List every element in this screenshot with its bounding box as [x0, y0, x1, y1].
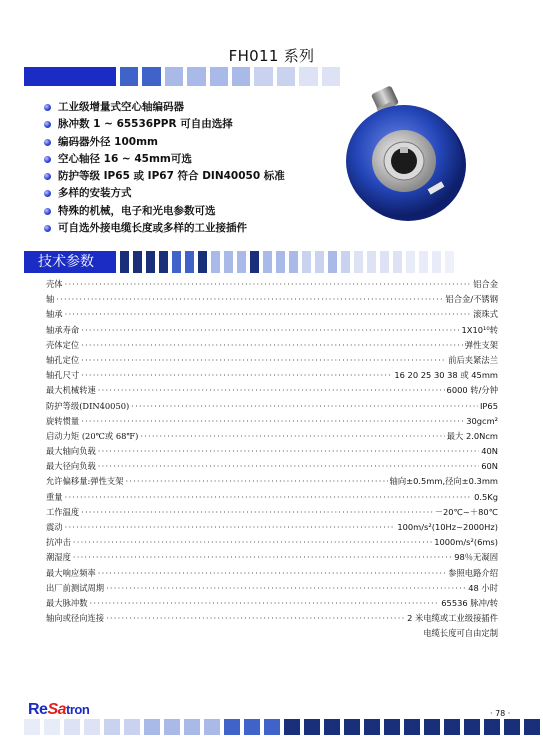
- feature-item: 特殊的机械，电子和光电参数可选: [44, 203, 285, 220]
- spec-label: 轴孔定位: [46, 354, 80, 365]
- bar-square: [328, 251, 337, 273]
- bar-square: [211, 251, 220, 273]
- feature-item: 防护等级 IP65 或 IP67 符合 DIN40050 标准: [44, 168, 285, 185]
- spec-label: 启动力矩 (20℃或 68℉): [46, 430, 139, 441]
- dot-leader: [98, 461, 479, 471]
- dot-leader: [98, 568, 446, 578]
- bar-square: [445, 251, 454, 273]
- bar-square: [244, 719, 260, 735]
- spec-label: 出厂前测试周期: [46, 582, 105, 593]
- bar-square: [393, 251, 402, 273]
- spec-value: 40N: [481, 446, 498, 457]
- dot-leader: [81, 340, 463, 350]
- bar-square: [315, 251, 324, 273]
- bar-square: [120, 251, 129, 273]
- bullet-icon: [44, 190, 51, 197]
- bar-square: [276, 251, 285, 273]
- spec-row: [46, 475, 498, 490]
- spec-value: 1000m/s²(6ms): [434, 537, 498, 548]
- spec-value: 铝合金/不锈钢: [445, 294, 498, 305]
- spec-label: 最大径向负载: [46, 461, 96, 472]
- company-logo: ReSatron: [28, 701, 90, 718]
- bar-square: [289, 251, 298, 273]
- spec-row: [46, 551, 498, 566]
- spec-label: 潮湿度: [46, 552, 71, 563]
- spec-row: [46, 369, 498, 384]
- spec-row: [46, 430, 498, 445]
- bar-square: [380, 251, 389, 273]
- bar-square: [384, 719, 400, 735]
- spec-label: 工作温度: [46, 506, 80, 517]
- spec-continuation: 电缆长度可自由定制: [423, 628, 498, 639]
- dot-leader: [73, 537, 432, 547]
- spec-row: [46, 612, 498, 627]
- bar-square: [124, 719, 140, 735]
- bar-square: [172, 251, 181, 273]
- bar-square: [424, 719, 440, 735]
- spec-label: 允许偏移量:弹性支架: [46, 476, 124, 487]
- feature-list: [44, 99, 285, 237]
- spec-value: 弹性支架: [464, 339, 498, 350]
- dot-leader: [81, 370, 392, 380]
- feature-item: 工业级增量式空心轴编码器: [44, 99, 285, 116]
- bar-square: [210, 67, 228, 86]
- spec-row: [46, 521, 498, 536]
- bullet-icon: [44, 104, 51, 111]
- spec-label: 最大机械转速: [46, 385, 96, 396]
- bar-square: [224, 719, 240, 735]
- spec-label: 轴承: [46, 309, 63, 320]
- bar-square: [302, 251, 311, 273]
- dot-leader: [106, 583, 466, 593]
- spec-value: 铝合金: [473, 279, 498, 289]
- spec-value: 65536 脉冲/转: [441, 597, 498, 608]
- spec-label: 壳体定位: [46, 339, 80, 350]
- spec-value: 最大 2.0Ncm: [446, 430, 498, 441]
- bar-square: [159, 251, 168, 273]
- spec-label: 重量: [46, 491, 63, 502]
- feature-item: 编码器外径 100mm: [44, 134, 285, 151]
- spec-label: 轴承寿命: [46, 324, 80, 335]
- spec-value: 16 20 25 30 38 或 45mm: [394, 370, 498, 381]
- bar-square: [322, 67, 340, 86]
- bar-square: [144, 719, 160, 735]
- spec-label: 震动: [46, 522, 63, 532]
- bar-square: [364, 719, 380, 735]
- dot-leader: [65, 279, 471, 289]
- top-color-bar: [24, 67, 340, 86]
- spec-value: 30gcm²: [466, 415, 498, 426]
- section-header-bar: [24, 251, 500, 273]
- bar-square: [84, 719, 100, 735]
- dot-leader: [98, 385, 445, 395]
- spec-row: [46, 324, 498, 339]
- bar-square: [142, 67, 160, 86]
- spec-label: 防护等级(DIN40050): [46, 400, 130, 411]
- bar-square: [198, 251, 207, 273]
- bullet-icon: [44, 139, 51, 146]
- bar-square: [184, 719, 200, 735]
- spec-row: [46, 460, 498, 475]
- spec-label: 轴孔尺寸: [46, 370, 80, 381]
- feature-item: 可自选外接电缆长度或多样的工业接插件: [44, 220, 285, 237]
- spec-value: 98％无凝固: [454, 552, 498, 563]
- dot-leader: [73, 552, 452, 562]
- spec-value: 参照电路介绍: [448, 567, 498, 578]
- bar-square: [204, 719, 220, 735]
- spec-label: 最大响应频率: [46, 567, 96, 578]
- feature-item: 脉冲数 1 ~ 65536PPR 可自由选择: [44, 116, 285, 133]
- bullet-icon: [44, 225, 51, 232]
- dot-leader: [90, 598, 440, 608]
- bar-square: [419, 251, 428, 273]
- spec-list: [46, 278, 498, 643]
- spec-value: 轴向±0.5mm,径向±0.3mm: [389, 476, 498, 487]
- bar-square: [133, 251, 142, 273]
- spec-value: 1X10¹⁰转: [461, 324, 498, 335]
- bar-square: [464, 719, 480, 735]
- bar-square: [341, 251, 350, 273]
- bar-square: [277, 67, 295, 86]
- spec-value: 2 米电缆或工业级接插件: [407, 613, 498, 624]
- spec-row: [46, 400, 498, 415]
- bullet-icon: [44, 121, 51, 128]
- spec-row: [46, 567, 498, 582]
- bar-square: [164, 719, 180, 735]
- dot-leader: [81, 325, 459, 335]
- bar-square: [250, 251, 259, 273]
- spec-row: [46, 354, 498, 369]
- dot-leader: [65, 309, 471, 319]
- page-title: FH011 系列: [228, 47, 315, 65]
- spec-label: 壳体: [46, 279, 63, 289]
- dot-leader: [106, 613, 405, 623]
- bar-square: [104, 719, 120, 735]
- spec-label: 最大脉冲数: [46, 597, 88, 608]
- bar-square: [185, 251, 194, 273]
- bar-square: [406, 251, 415, 273]
- dot-leader: [140, 431, 444, 441]
- feature-item: 多样的安装方式: [44, 185, 285, 202]
- bar-square: [299, 67, 317, 86]
- page-number: · 78 ·: [490, 709, 511, 718]
- bar-square: [263, 251, 272, 273]
- bar-square: [187, 67, 205, 86]
- spec-row: [46, 536, 498, 551]
- spec-row: [46, 415, 498, 430]
- spec-row: [46, 384, 498, 399]
- dot-leader: [65, 492, 472, 502]
- bar-square: [404, 719, 420, 735]
- bar-square: [254, 67, 272, 86]
- bar-square: [484, 719, 500, 735]
- bar-square: [146, 251, 155, 273]
- bar-square: [367, 251, 376, 273]
- dot-leader: [65, 522, 396, 532]
- bar-square: [165, 67, 183, 86]
- bar-square: [354, 251, 363, 273]
- bar-square: [64, 719, 80, 735]
- spec-value: 前后夹紧法兰: [448, 354, 498, 365]
- spec-value: －20℃~＋80℃: [434, 506, 498, 517]
- spec-label: 旋转惯量: [46, 415, 80, 426]
- dot-leader: [131, 401, 478, 411]
- spec-value: 6000 转/分钟: [446, 385, 498, 396]
- spec-row: [46, 308, 498, 323]
- encoder-image: [330, 85, 480, 225]
- bullet-icon: [44, 208, 51, 215]
- bar-square: [284, 719, 300, 735]
- bar-square: [224, 251, 233, 273]
- dot-leader: [81, 355, 446, 365]
- spec-row: [46, 293, 498, 308]
- spec-label: 抗冲击: [46, 537, 71, 548]
- spec-value: 0.5Kg: [474, 491, 498, 502]
- bar-square: [120, 67, 138, 86]
- dot-leader: [98, 446, 479, 456]
- bar-square: [232, 67, 250, 86]
- dot-leader: [81, 416, 464, 426]
- spec-row: [46, 491, 498, 506]
- bar-square: [524, 719, 540, 735]
- top-bar-block: [24, 67, 116, 86]
- bar-square: [304, 719, 320, 735]
- bullet-icon: [44, 156, 51, 163]
- bar-square: [444, 719, 460, 735]
- spec-row: [46, 506, 498, 521]
- bar-square: [504, 719, 520, 735]
- bar-square: [237, 251, 246, 273]
- feature-item: 空心轴径 16 ~ 45mm可选: [44, 151, 285, 168]
- bottom-color-bar: [24, 719, 543, 735]
- spec-value: 60N: [481, 461, 498, 472]
- spec-row: [46, 597, 498, 612]
- spec-value: 48 小时: [468, 582, 498, 593]
- section-title: 技术参数: [24, 251, 116, 273]
- dot-leader: [81, 507, 433, 517]
- bar-square: [324, 719, 340, 735]
- spec-row: [46, 582, 498, 597]
- spec-value: 100m/s²(10Hz~2000Hz): [397, 522, 498, 532]
- spec-row: [46, 278, 498, 293]
- spec-row: [46, 339, 498, 354]
- spec-row: [46, 445, 498, 460]
- bar-square: [432, 251, 441, 273]
- spec-label: 轴: [46, 294, 55, 305]
- dot-leader: [125, 476, 387, 486]
- spec-value: 滚珠式: [473, 309, 498, 320]
- bar-square: [264, 719, 280, 735]
- spec-label: 最大轴向负载: [46, 446, 96, 457]
- bar-square: [44, 719, 60, 735]
- bar-square: [24, 719, 40, 735]
- bullet-icon: [44, 173, 51, 180]
- dot-leader: [56, 294, 443, 304]
- spec-label: 轴向或径向连接: [46, 613, 105, 624]
- spec-value: IP65: [479, 400, 498, 411]
- bar-square: [344, 719, 360, 735]
